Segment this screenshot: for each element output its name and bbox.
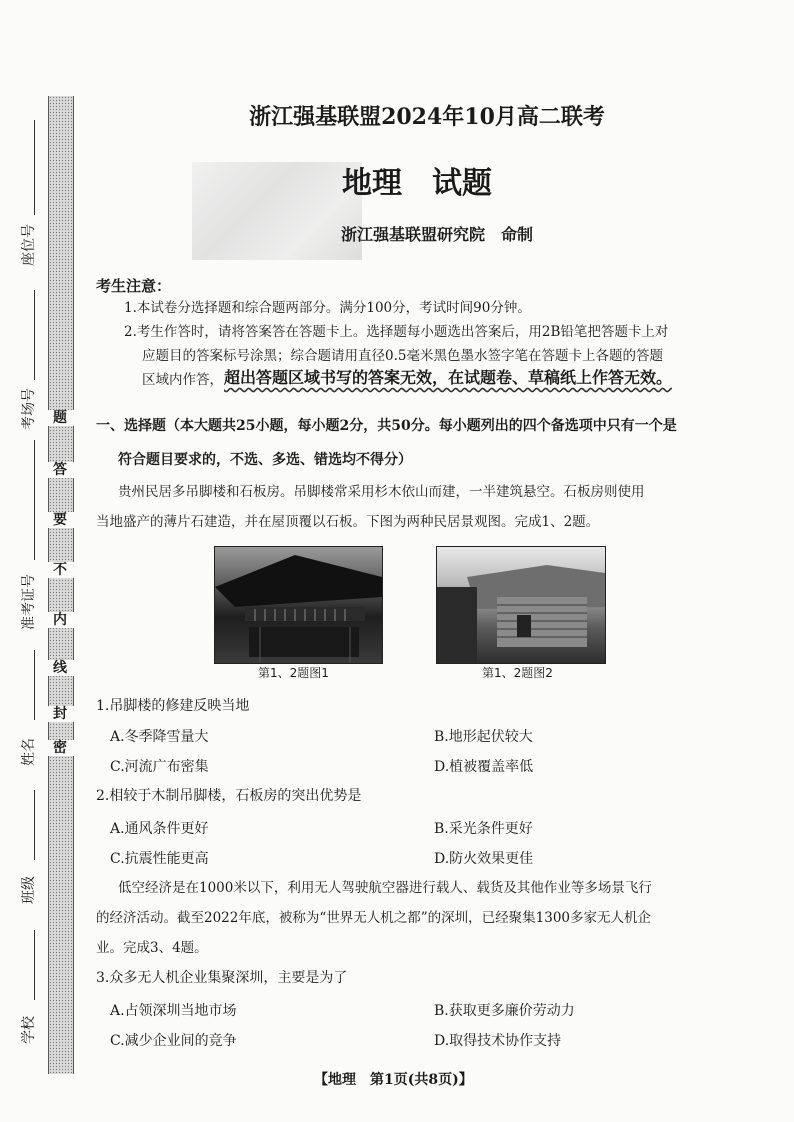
- option-c: C.河流广布密集: [110, 759, 209, 775]
- passage-line: 的经济活动。截至2022年底，被称为“世界无人机之都”的深圳，已经聚集1300多家无人机企: [96, 910, 652, 926]
- question-stem: 1.吊脚楼的修建反映当地: [96, 698, 250, 714]
- option-c: C.减少企业间的竞争: [110, 1033, 237, 1049]
- stone-house-photo: [436, 546, 606, 664]
- seal-char: 答: [46, 462, 74, 478]
- notice-item: 应题目的答案标号涂黑；综合题请用直径0.5毫米黑色墨水签字笔在答题卡上各题的答题: [142, 348, 663, 364]
- figure-caption: 第1、2题图1: [258, 666, 329, 680]
- passage-line: 业。完成3、4题。: [96, 940, 208, 956]
- option-b: B.采光条件更好: [434, 821, 533, 837]
- exam-title: 浙江强基联盟2024年10月高二联考: [249, 104, 605, 130]
- passage-line: 当地盛产的薄片石建造，并在屋顶覆以石板。下图为两种民居景观图。完成1、2题。: [96, 514, 600, 530]
- stilt-house-drawing: [215, 547, 382, 663]
- ticket-number-line: [34, 440, 35, 560]
- seal-char: 不: [46, 562, 74, 578]
- page-footer: 【地理 第1页(共8页)】: [314, 1072, 473, 1088]
- seal-char: 题: [46, 410, 74, 426]
- exam-room-line: [34, 290, 35, 380]
- option-d: D.取得技术协作支持: [434, 1033, 562, 1049]
- option-a: A.冬季降雪量大: [110, 729, 209, 745]
- notice-heading: 考生注意：: [96, 277, 172, 295]
- notice-item: 1.本试卷分选择题和综合题两部分。满分100分，考试时间90分钟。: [124, 300, 531, 316]
- option-d: D.植被覆盖率低: [434, 759, 534, 775]
- seal-char: 内: [46, 612, 74, 628]
- seal-char: 要: [46, 512, 74, 528]
- option-b: B.获取更多廉价劳动力: [434, 1003, 575, 1019]
- stone-house-drawing: [437, 547, 605, 663]
- passage-line: 贵州民居多吊脚楼和石板房。吊脚楼常采用杉木依山而建，一半建筑悬空。石板房则使用: [118, 484, 645, 500]
- name-label: 姓名: [21, 738, 37, 766]
- stilt-house-photo: [214, 546, 383, 664]
- school-label: 学校: [21, 1016, 37, 1044]
- notice-item: 2.考生作答时，请将答案答在答题卡上。选择题每小题选出答案后，用2B铅笔把答题卡上对: [124, 324, 669, 340]
- option-b: B.地形起伏较大: [434, 729, 533, 745]
- seal-char: 密: [46, 740, 74, 756]
- figure-caption: 第1、2题图2: [482, 666, 553, 680]
- author-line: 浙江强基联盟研究院 命制: [340, 225, 533, 244]
- section-heading: 一、选择题（本大题共25小题，每小题2分，共50分。每小题列出的四个备选项中只有一个是: [96, 418, 677, 434]
- notice-emphasis: 超出答题区域书写的答案无效，在试题卷、草稿纸上作答无效。: [224, 368, 673, 387]
- notice-item: 区域内作答，: [142, 372, 223, 388]
- passage-line: 低空经济是在1000米以下，利用无人驾驶航空器进行载人、载货及其他作业等多场景飞行: [118, 880, 652, 896]
- name-line: [34, 650, 35, 720]
- option-c: C.抗震性能更高: [110, 851, 209, 867]
- exam-room-label: 考场号: [21, 388, 37, 430]
- option-d: D.防火效果更佳: [434, 851, 534, 867]
- option-a: A.通风条件更好: [110, 821, 209, 837]
- seal-char: 线: [46, 660, 74, 676]
- ticket-number-label: 准考证号: [21, 574, 37, 630]
- class-line: [34, 790, 35, 860]
- question-stem: 2.相较于木制吊脚楼，石板房的突出优势是: [96, 788, 362, 804]
- school-line: [34, 930, 35, 1000]
- seal-char: 封: [46, 706, 74, 722]
- subject-title: 地理 试题: [342, 166, 492, 201]
- class-label: 班级: [21, 876, 37, 904]
- option-a: A.占领深圳当地市场: [110, 1003, 237, 1019]
- question-stem: 3.众多无人机企业集聚深圳，主要是为了: [96, 970, 348, 986]
- section-heading-cont: 符合题目要求的，不选、多选、错选均不得分）: [118, 452, 412, 468]
- seat-number-label: 座位号: [21, 224, 37, 266]
